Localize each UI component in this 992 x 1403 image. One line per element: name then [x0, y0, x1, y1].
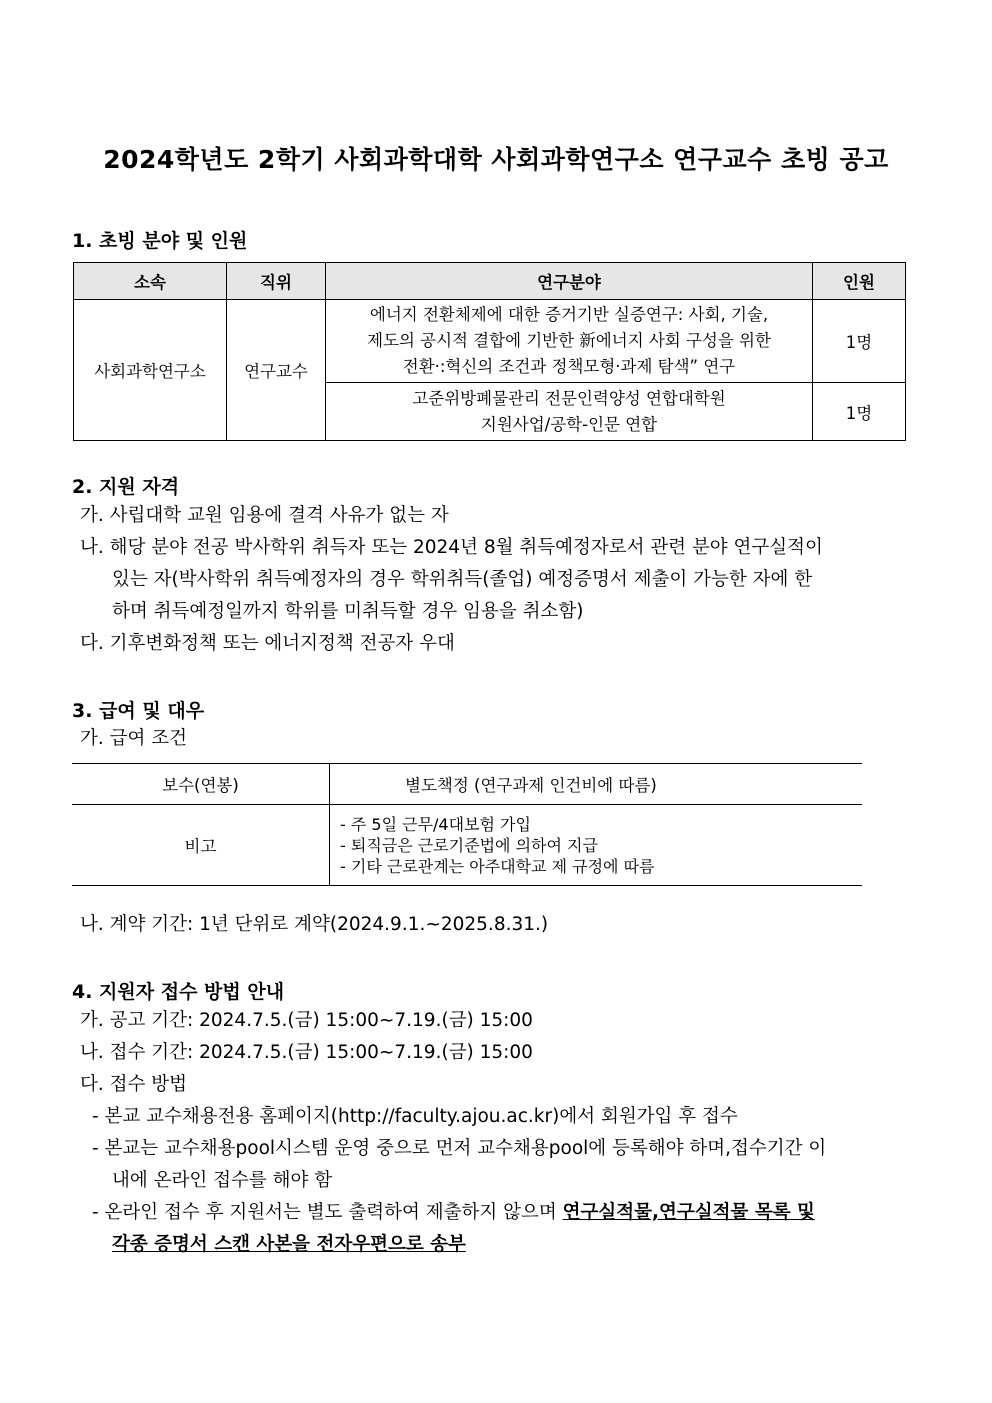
field-line: 지원사업/공학-인문 연합	[480, 414, 658, 434]
qualification-item: 가. 사립대학 교원 임용에 결격 사유가 없는 자	[80, 505, 449, 526]
application-period: 나. 접수 기간: 2024.7.5.(금) 15:00~7.19.(금) 15:00	[80, 1042, 533, 1063]
qualification-item: 나. 해당 분야 전공 박사학위 취득자 또는 2024년 8월 취득예정자로서 관련 분야 연구실적이	[80, 537, 823, 558]
qualification-item: 다. 기후변화정책 또는 에너지정책 전공자 우대	[80, 633, 455, 654]
table-row	[72, 805, 862, 886]
count-cell: 1명	[813, 300, 906, 383]
note-item: - 기타 근로관계는 아주대학교 제 규정에 따름	[340, 856, 655, 876]
emphasis-text: 연구실적물,연구실적물 목록 및	[562, 1202, 815, 1223]
qualification-item-cont: 있는 자(박사학위 취득예정자의 경우 학위취득(졸업) 예정증명서 제출이 가능한 자에 한	[112, 569, 813, 590]
field-line: 에너지 전환체제에 대한 증거기반 실증연구: 사회, 기술,	[369, 305, 769, 324]
header-org: 소속	[74, 263, 227, 300]
method-item-cont: 내에 온라인 접수를 해야 함	[112, 1170, 333, 1191]
emphasis-text: 각종 증명서 스캔 사본을 전자우편으로 송부	[112, 1234, 466, 1255]
method-item: - 본교 교수채용전용 홈페이지(http://faculty.ajou.ac.kr)에서 회원가입 후 접수	[92, 1106, 738, 1127]
org-cell: 사회과학연구소	[74, 300, 227, 441]
count-cell: 1명	[813, 383, 906, 441]
salary-subheading: 가. 급여 조건	[80, 728, 187, 749]
note-label: 비고	[72, 805, 330, 886]
field-line: 전환·:혁신의 조건과 정책모형·과제 탐색” 연구	[402, 357, 736, 376]
header-count: 인원	[813, 263, 906, 300]
field-cell	[326, 300, 813, 383]
page-title: 2024학년도 2학기 사회과학대학 사회과학연구소 연구교수 초빙 공고	[103, 145, 889, 174]
recruitment-table	[73, 262, 906, 441]
notes-cell	[330, 805, 863, 886]
method-text: - 온라인 접수 후 지원서는 별도 출력하여 제출하지 않으며	[92, 1202, 563, 1223]
section-1-heading: 1. 초빙 분야 및 인원	[72, 230, 248, 252]
field-line: 고준위방폐물관리 전문인력양성 연합대학원	[412, 388, 726, 408]
field-cell	[326, 383, 813, 441]
application-method-heading: 다. 접수 방법	[80, 1074, 187, 1095]
header-position: 직위	[227, 263, 326, 300]
method-item-cont	[112, 1229, 466, 1261]
note-item: - 주 5일 근무/4대보험 가입	[340, 814, 531, 834]
position-cell: 연구교수	[227, 300, 326, 441]
pay-value: 별도책정 (연구과제 인건비에 따름)	[330, 764, 863, 805]
note-item: - 퇴직금은 근로기준법에 의하여 지급	[340, 835, 598, 855]
section-2-heading: 2. 지원 자격	[72, 476, 180, 498]
method-item: - 본교는 교수채용pool시스템 운영 중으로 먼저 교수채용pool에 등록해야 하며,접수기간 이	[92, 1138, 827, 1159]
header-field: 연구분야	[326, 263, 813, 300]
contract-period: 나. 계약 기간: 1년 단위로 계약(2024.9.1.~2025.8.31.)	[80, 914, 549, 935]
notice-period: 가. 공고 기간: 2024.7.5.(금) 15:00~7.19.(금) 15:00	[80, 1010, 533, 1031]
qualification-item-cont: 하며 취득예정일까지 학위를 미취득할 경우 임용을 취소함)	[112, 601, 584, 622]
table-row	[72, 764, 862, 805]
section-4-heading: 4. 지원자 접수 방법 안내	[72, 981, 285, 1003]
table-header-row	[74, 263, 906, 300]
pay-label: 보수(연봉)	[72, 764, 330, 805]
table-row	[74, 300, 906, 383]
section-3-heading: 3. 급여 및 대우	[72, 700, 205, 722]
method-item	[92, 1197, 815, 1229]
salary-table	[72, 763, 862, 886]
field-line: 제도의 공시적 결합에 기반한 新에너지 사회 구성을 위한	[367, 331, 771, 350]
